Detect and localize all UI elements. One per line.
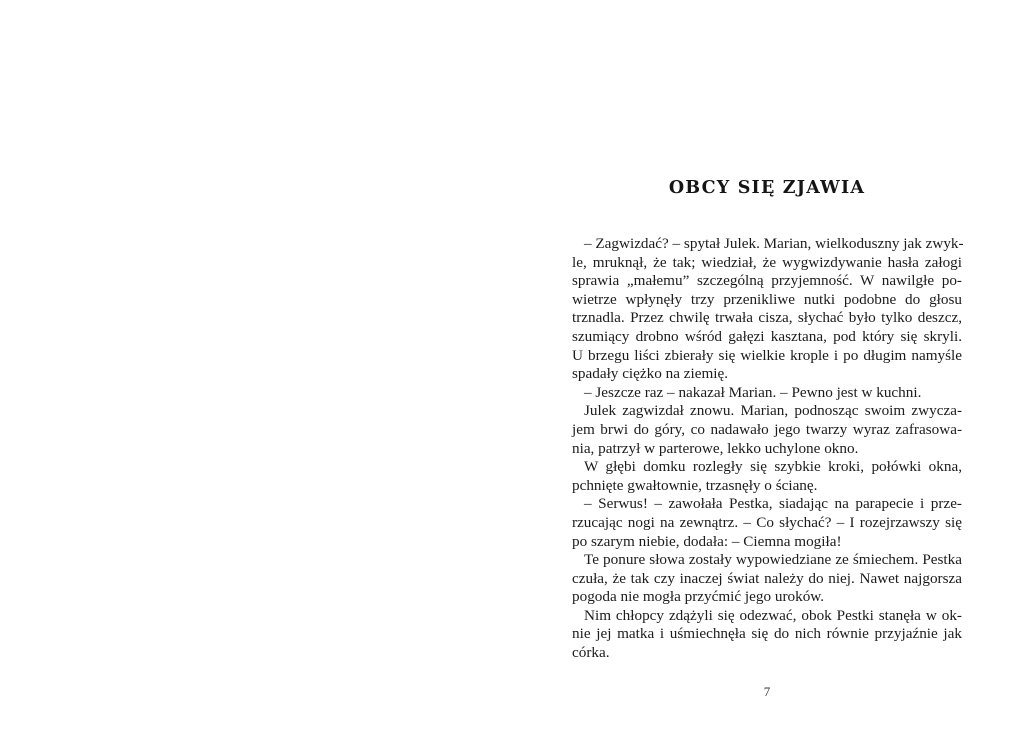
text-line: pchnięte gwałtownie, trzasnęły o ścianę. xyxy=(572,476,818,494)
chapter-title: OBCY SIĘ ZJAWIA xyxy=(668,178,866,198)
text-line: sprawia „małemu” szczególną przyjemność. W nawilgłe po- xyxy=(572,272,962,290)
text-line: Julek zagwizdał znowu. Marian, podnosząc swoim zwycza- xyxy=(584,402,962,420)
text-line: – Serwus! – zawołała Pestka, siadając na parapecie i prze- xyxy=(584,495,962,513)
right-page xyxy=(512,0,1024,738)
text-line: U brzegu liści zbierały się wielkie krople i po długim namyśle xyxy=(572,346,962,364)
text-line: Nim chłopcy zdążyli się odezwać, obok Pestki stanęła w ok- xyxy=(584,606,962,624)
text-line: W głębi domku rozległy się szybkie kroki, połówki okna, xyxy=(584,458,962,476)
text-line: córka. xyxy=(572,644,610,662)
text-line: le, mruknął, że tak; wiedział, że wygwizdywanie hasła załogi xyxy=(572,253,962,271)
text-line: pogoda nie mogła przyćmić jego uroków. xyxy=(572,588,825,606)
text-line: wietrze wpłynęły trzy przenikliwe nutki podobne do głosu xyxy=(572,290,962,308)
text-line: nie jej matka i uśmiechnęła się do nich równie przyjaźnie jak xyxy=(572,625,962,643)
page-number: 7 xyxy=(763,684,771,699)
text-line: nia, patrzył w parterowe, lekko uchylone okno. xyxy=(572,439,859,457)
text-line: – Zagwizdać? – spytał Julek. Marian, wielkoduszny jak zwyk- xyxy=(584,235,964,252)
text-line: czuła, że tak czy inaczej świat należy do niej. Nawet najgorsza xyxy=(572,569,962,587)
text-line: spadały ciężko na ziemię. xyxy=(572,365,729,383)
text-line: szumiący drobno wśród gałęzi kasztana, pod który się skryli. xyxy=(572,327,962,345)
text-line: Te ponure słowa zostały wypowiedziane ze śmiechem. Pestka xyxy=(584,551,962,569)
text-line: rzucając nogi na zewnątrz. – Co słychać? – I rozejrzawszy się xyxy=(572,513,962,531)
text-line: trznadla. Przez chwilę trwała cisza, słychać było tylko deszcz, xyxy=(572,309,962,327)
body-text xyxy=(572,235,962,663)
text-line: po szarym niebie, dodała: – Ciemna mogiła! xyxy=(572,532,842,550)
text-line: – Jeszcze raz – nakazał Marian. – Pewno jest w kuchni. xyxy=(584,383,922,401)
text-line: jem brwi do góry, co nadawało jego twarzy wyraz zafrasowa- xyxy=(572,420,962,438)
